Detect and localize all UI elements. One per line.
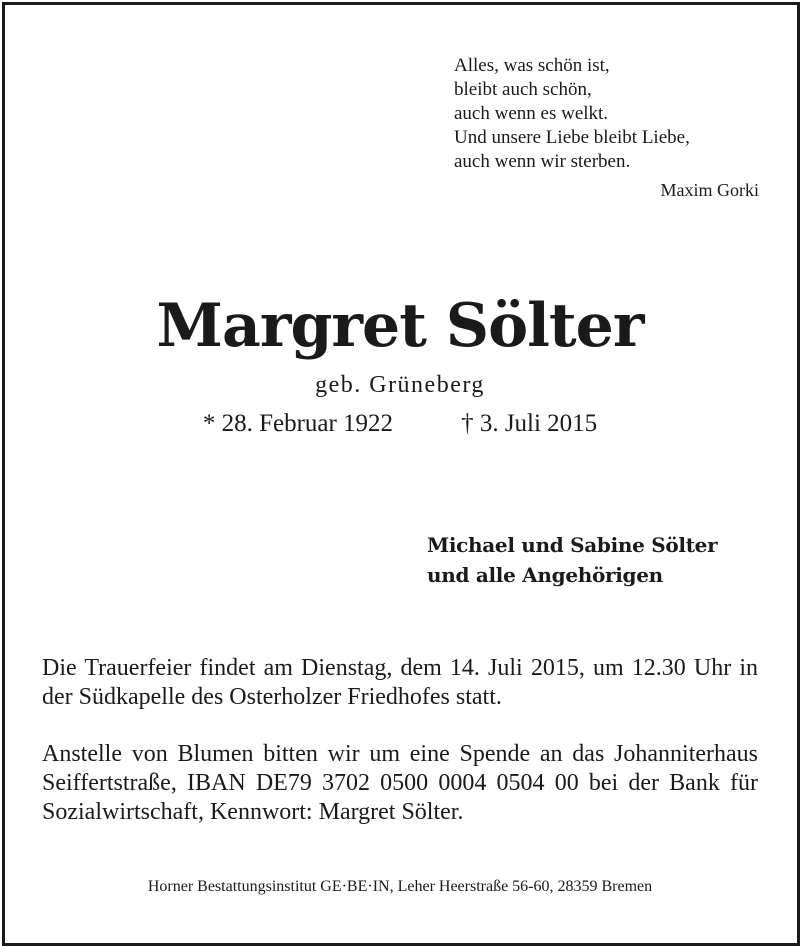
donation-paragraph: Anstelle von Blumen bitten wir um eine Spende an das Johanniterhaus Seiffertstraße, IBAN DE79 3702 0500 0004 0504 00 bei der Bank für Sozialwirtschaft, Kennwort: Margret Sölter. bbox=[42, 741, 758, 825]
death-date: † 3. Juli 2015 bbox=[461, 410, 598, 437]
quote-author: Maxim Gorki bbox=[660, 180, 759, 200]
poem-quote bbox=[454, 54, 759, 202]
ceremony-paragraph: Die Trauerfeier findet am Dienstag, dem 14. Juli 2015, um 12.30 Uhr in der Südkapelle des Osterholzer Friedhofes statt. bbox=[42, 655, 758, 710]
quote-line: auch wenn wir sterben. bbox=[454, 151, 631, 172]
mourner-line: Michael und Sabine Sölter bbox=[427, 533, 718, 557]
mourners-signature bbox=[427, 530, 767, 590]
mourner-line: und alle Angehörigen bbox=[427, 563, 663, 587]
quote-line: Alles, was schön ist, bbox=[454, 55, 610, 76]
quote-line: bleibt auch schön, bbox=[454, 79, 592, 100]
maiden-name: geb. Grüneberg bbox=[315, 372, 485, 398]
deceased-name: Margret Sölter bbox=[156, 291, 644, 361]
funeral-home-footer: Horner Bestattungsinstitut GE·BE·IN, Leher Heerstraße 56-60, 28359 Bremen bbox=[147, 878, 653, 895]
birth-date: * 28. Februar 1922 bbox=[202, 410, 394, 437]
quote-line: auch wenn es welkt. bbox=[454, 103, 609, 124]
life-dates bbox=[0, 410, 800, 438]
quote-line: Und unsere Liebe bleibt Liebe, bbox=[454, 127, 690, 148]
